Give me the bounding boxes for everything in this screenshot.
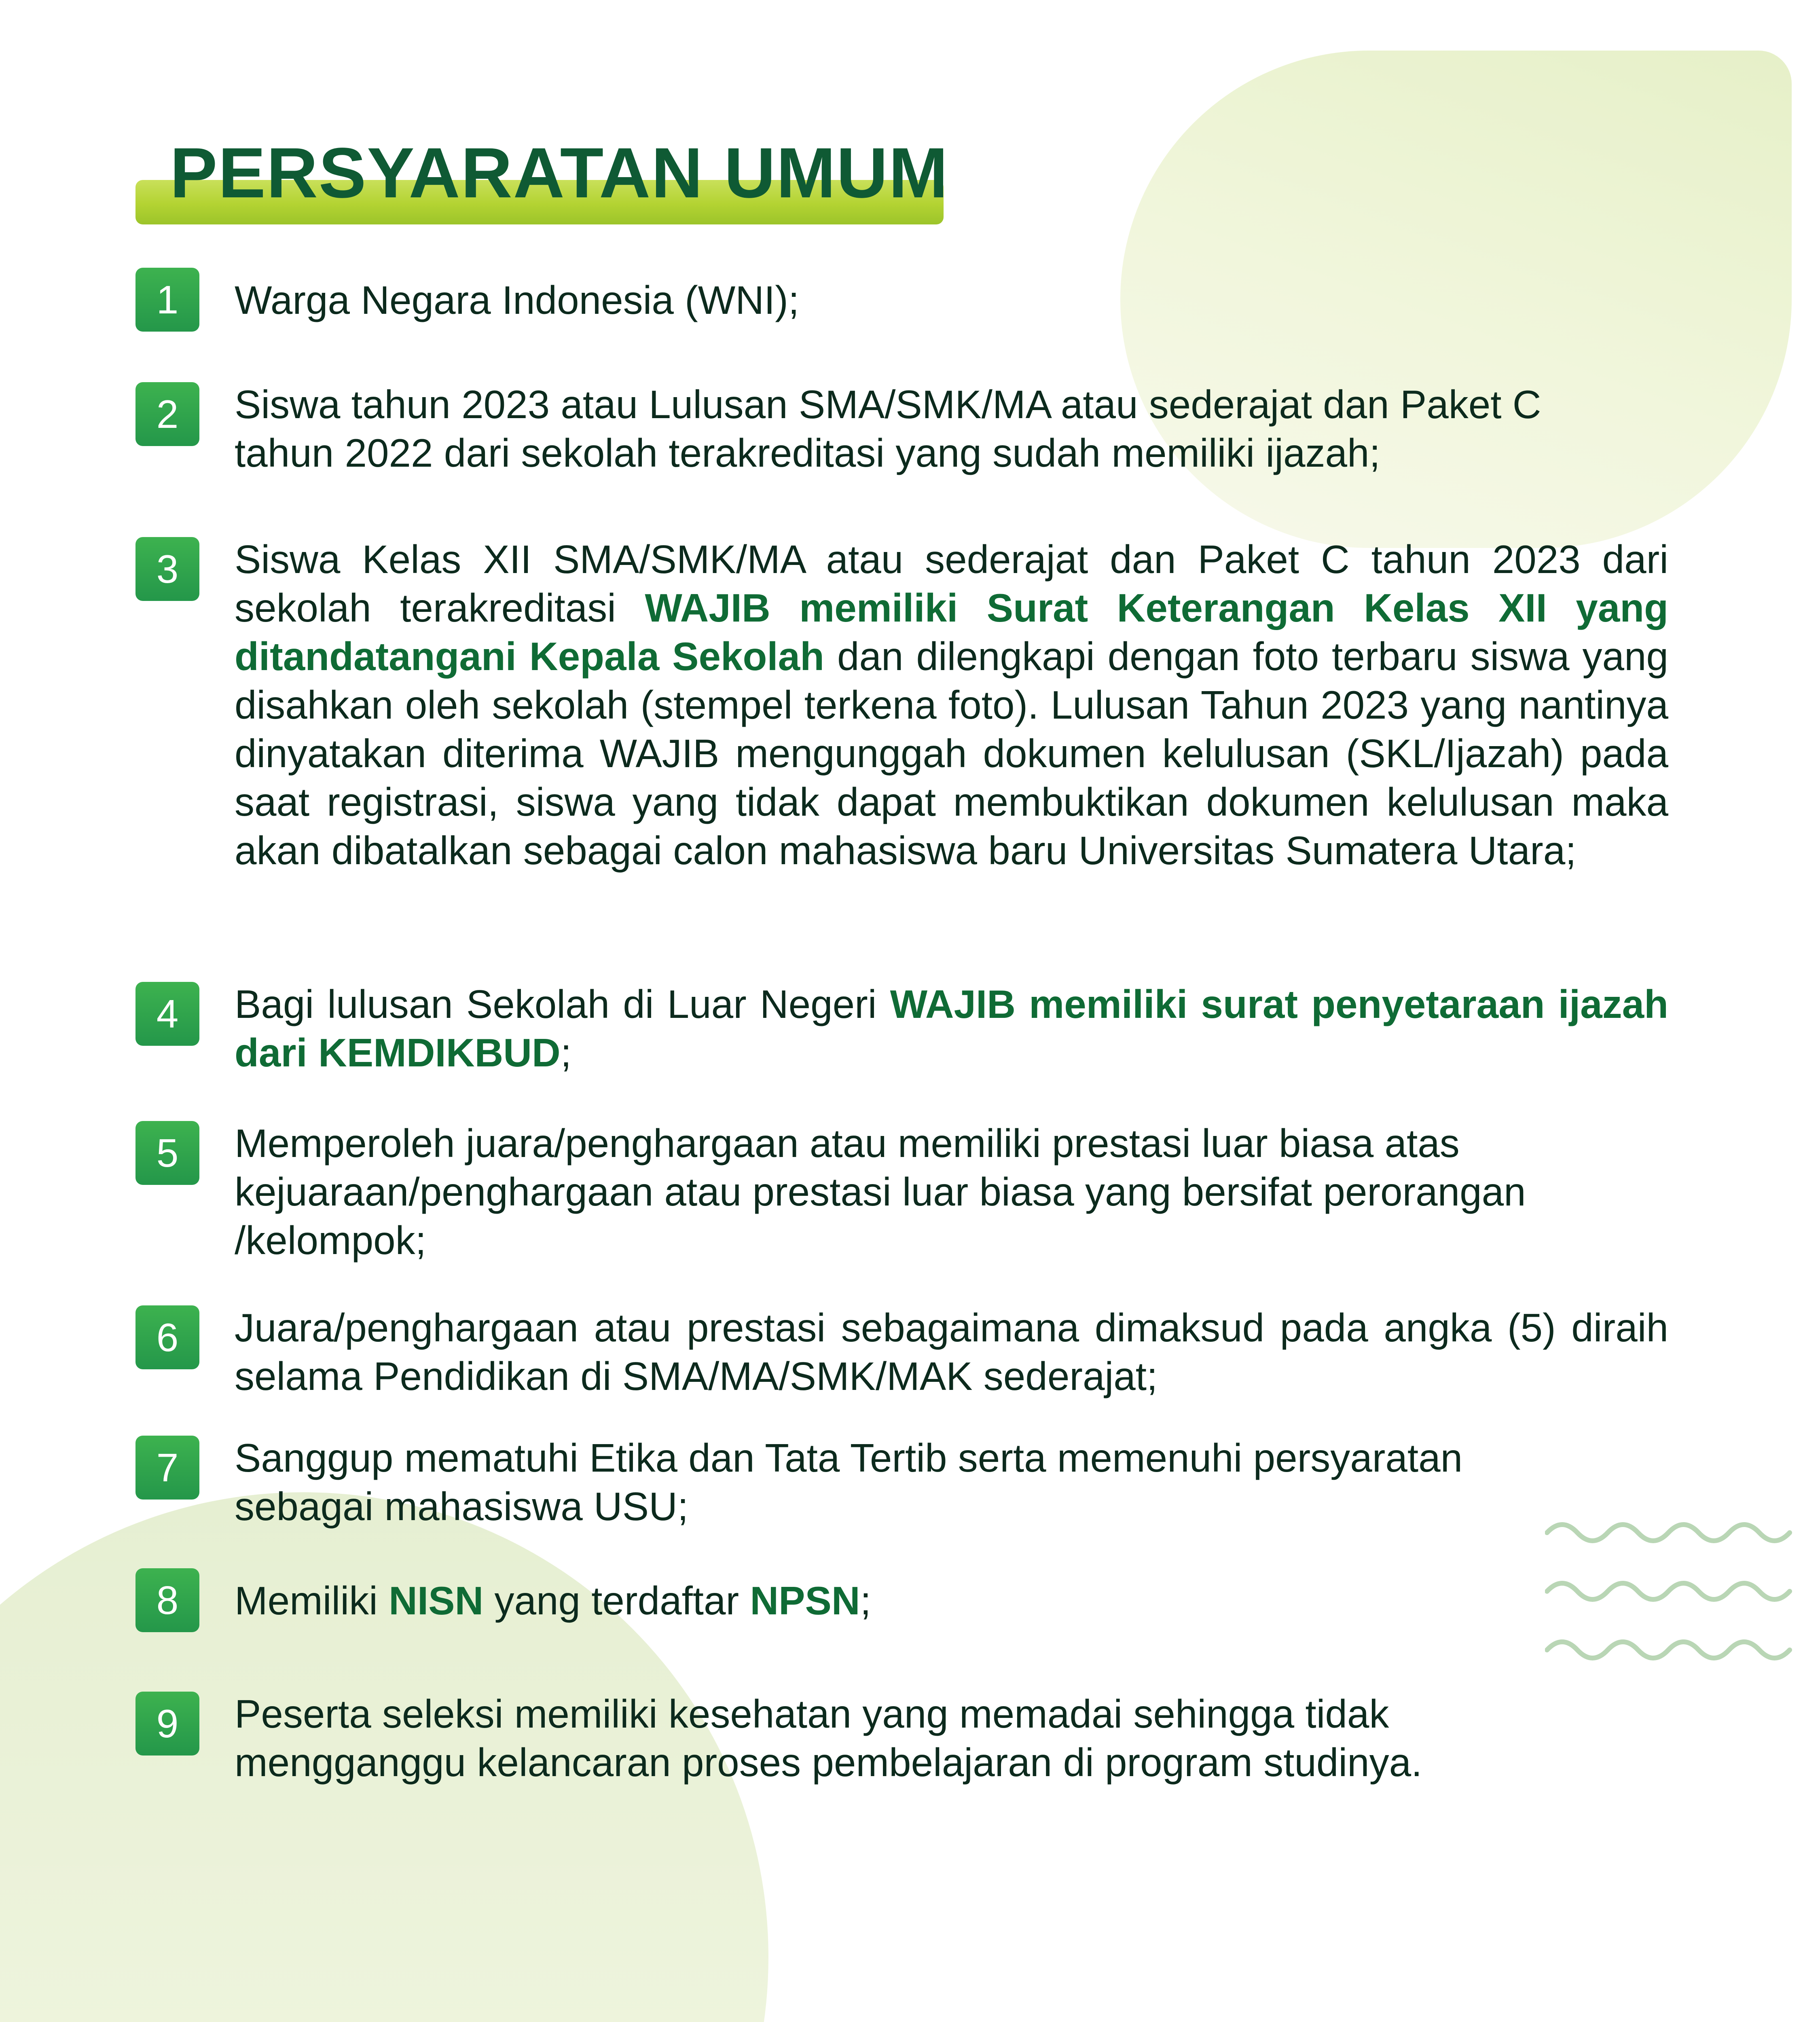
- page-title: PERSYARATAN UMUM: [170, 133, 949, 213]
- item-text: Peserta seleksi memiliki kesehatan yang memadai sehingga tidak mengganggu kelancaran proses pembelajaran di program studinya.: [235, 1692, 1422, 1785]
- highlight-npsn: NPSN: [750, 1578, 860, 1623]
- item-text: Siswa tahun 2023 atau Lulusan SMA/SMK/MA atau sederajat dan Paket C tahun 2022 dari sekolah terakreditasi yang sudah memiliki ijazah;: [235, 382, 1541, 475]
- item-text: Bagi lulusan Sekolah di Luar Negeri WAJIB memiliki surat penyetaraan ijazah dari KEMDIKBUD;: [235, 982, 1668, 1075]
- item-text: Memiliki NISN yang terdaftar NPSN;: [235, 1578, 871, 1623]
- highlight-nisn: NISN: [389, 1578, 484, 1623]
- item-text: Juara/penghargaan atau prestasi sebagaimana dimaksud pada angka (5) diraih selama Pendidikan di SMA/MA/SMK/MAK sederajat;: [235, 1305, 1668, 1398]
- number-badge: 8: [135, 1568, 199, 1632]
- number-badge: 5: [135, 1121, 199, 1185]
- item-text: Memperoleh juara/penghargaan atau memiliki prestasi luar biasa atas kejuaraan/penghargaan atau prestasi luar biasa yang bersifat perorangan /kelompok;: [235, 1121, 1526, 1263]
- number-badge: 2: [135, 382, 199, 446]
- highlight-text: WAJIB memiliki surat penyetaraan ijazah dari KEMDIKBUD: [235, 982, 1668, 1075]
- number-badge: 7: [135, 1436, 199, 1500]
- number-badge: 6: [135, 1305, 199, 1369]
- item-text: Siswa Kelas XII SMA/SMK/MA atau sederajat dan Paket C tahun 2023 dari sekolah terakreditasi WAJIB memiliki Surat Keterangan Kelas XII yang ditandatangani Kepala Sekolah dan dilengkapi dengan foto terbaru siswa yang disahkan oleh sekolah (stempel terkena foto). Lulusan Tahun 2023 yang nantinya dinyatakan diterima WAJIB mengunggah dokumen kelulusan (SKL/Ijazah) pada saat registrasi, siswa yang tidak dapat membuktikan dokumen kelulusan maka akan dibatalkan sebagai calon mahasiswa baru Universitas Sumatera Utara;: [235, 537, 1668, 873]
- item-text: Warga Negara Indonesia (WNI);: [235, 278, 800, 322]
- number-badge: 1: [135, 268, 199, 332]
- number-badge: 4: [135, 982, 199, 1046]
- number-badge: 9: [135, 1692, 199, 1756]
- number-badge: 3: [135, 537, 199, 601]
- item-text: Sanggup mematuhi Etika dan Tata Tertib serta memenuhi persyaratan sebagai mahasiswa USU;: [235, 1436, 1463, 1529]
- title-block: [135, 129, 949, 226]
- highlight-text: WAJIB memiliki Surat Keterangan Kelas XII yang ditandatangani Kepala Sekolah: [235, 586, 1668, 679]
